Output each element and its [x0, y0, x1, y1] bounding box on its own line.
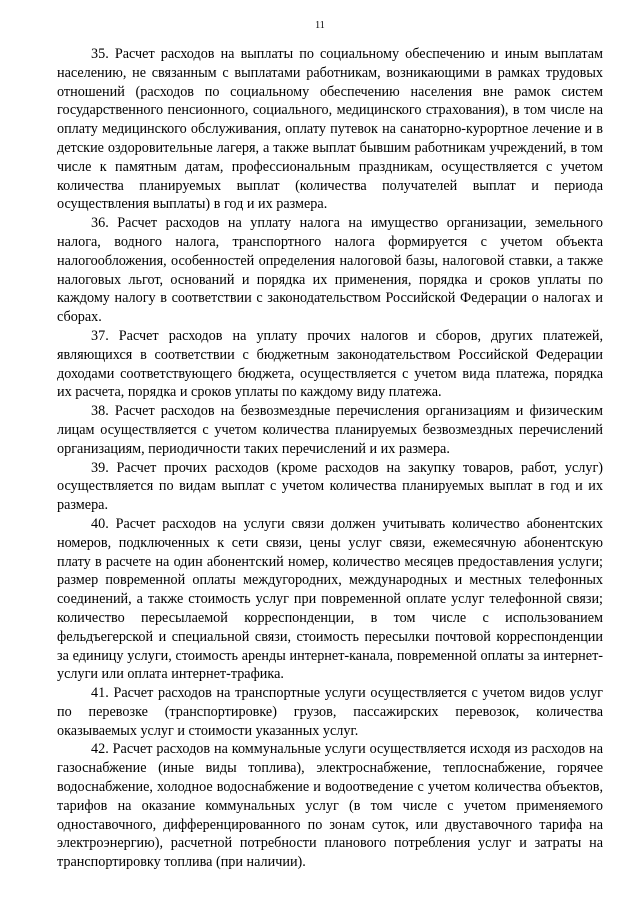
document-body — [57, 45, 603, 872]
paragraph-36: 36. Расчет расходов на уплату налога на имущество организации, земельного налога, водного налога, транспортного налога формируется с учетом объекта налогообложения, особенностей определения налоговой базы, налоговой ставки, а также налоговых льгот, оснований и порядка их применения, порядка и сроков уплаты по каждому налогу в соответствии с законодательством Российской Федерации о налогах и сборах. — [57, 215, 603, 326]
paragraph-38: 38. Расчет расходов на безвозмездные перечисления организациям и физическим лицам осуществляется с учетом количества планируемых безвозмездных перечислений организациям, периодичности таких перечислений и их размера. — [57, 403, 603, 457]
paragraph-40: 40. Расчет расходов на услуги связи должен учитывать количество абонентских номеров, подключенных к сети связи, цены услуг связи, ежемесячную абонентскую плату в расчете на один абонентский номер, количество месяцев предоставления услуги; размер повременной оплаты междугородних, международных и местных телефонных соединений, а также стоимость услуг при повременной оплате услуг телефонной связи; количество пересылаемой корреспонденции, в том числе с использованием фельдъегерской и специальной связи, стоимость пересылки почтовой корреспонденции за единицу услуги, стоимость аренды интернет-канала, повременной оплаты за интернет-услуги или оплата интернет-трафика. — [57, 515, 603, 683]
page-number: 11 — [315, 20, 325, 31]
paragraph-37: 37. Расчет расходов на уплату прочих налогов и сборов, других платежей, являющихся в соответствии с бюджетным законодательством Российской Федерации доходами соответствующего бюджета, осуществляется с учетом вида платежа, порядка их расчета, порядка и сроков уплаты по каждому виду платежа. — [57, 327, 603, 401]
paragraph-35: 35. Расчет расходов на выплаты по социальному обеспечению и иным выплатам населению, не связанным с выплатами работникам, возникающими в рамках трудовых отношений (расходов по социальному обеспечению населения вне рамок систем государственного пенсионного, социального, медицинского страхования), в том числе на оплату медицинского обслуживания, оплату путевок на санаторно-курортное лечение и в детские оздоровительные лагеря, а также выплат бывшим работникам учреждений, в том числе к памятным датам, профессиональным праздникам, осуществляется с учетом количества планируемых выплат (количества получателей выплат и периода осуществления выплаты) в год и их размера. — [57, 46, 603, 213]
paragraph-41: 41. Расчет расходов на транспортные услуги осуществляется с учетом видов услуг по перевозке (транспортировке) грузов, пассажирских перевозок, количества оказываемых услуг и стоимости указанных услуг. — [57, 685, 603, 739]
paragraph-42: 42. Расчет расходов на коммунальные услуги осуществляется исходя из расходов на газоснабжение (иные виды топлива), электроснабжение, теплоснабжение, горячее водоснабжение, холодное водоснабжение и водоотведение с учетом количества объектов, тарифов на оказание коммунальных услуг (в том числе с учетом применяемого одноставочного, дифференцированного по зонам суток, или двуставочного тарифа на электроэнергию), расчетной потребности планового потребления услуг и затраты на транспортировку топлива (при наличии). — [57, 741, 603, 871]
paragraph-39: 39. Расчет прочих расходов (кроме расходов на закупку товаров, работ, услуг) осуществляется по видам выплат с учетом количества планируемых выплат в год и их размера. — [57, 459, 603, 514]
